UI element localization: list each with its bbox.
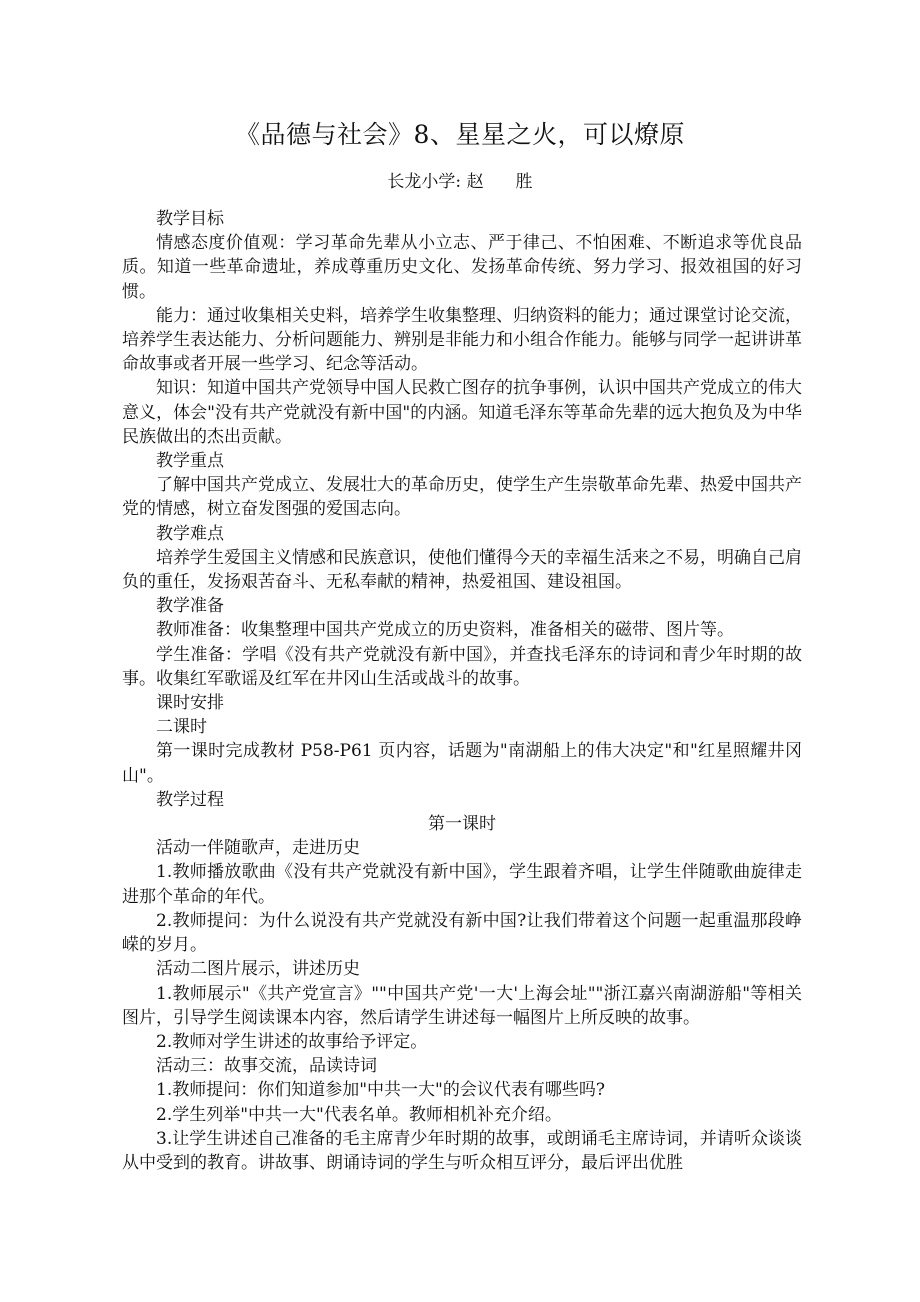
activity-one-step-1: 1.教师播放歌曲《没有共产党就没有新中国》，学生跟着齐唱，让学生伴随歌曲旋律走进那个革命的年代。: [122, 862, 802, 907]
activity-three-step-2: 2.学生列举"中共一大"代表名单。教师相机补充介绍。: [156, 1104, 562, 1125]
activity-one-step-2: 2.教师提问：为什么说没有共产党就没有新中国?让我们带着这个问题一起重温那段峥嵘的岁月。: [122, 910, 802, 956]
heading-first-lesson: 第一课时: [428, 814, 496, 835]
activity-one-title: 活动一伴随歌声，走进历史: [156, 838, 360, 859]
activity-two-title: 活动二图片展示，讲述历史: [156, 959, 360, 980]
heading-difficulties: 教学难点: [156, 523, 224, 544]
activity-three-step-1: 1.教师提问：你们知道参加"中共一大"的会议代表有哪些吗?: [156, 1080, 605, 1101]
heading-key-points: 教学重点: [156, 451, 224, 472]
paragraph-difficulties: 培养学生爱国主义情感和民族意识，使他们懂得今天的幸福生活来之不易，明确自己肩负的重任，发扬艰苦奋斗、无私奉献的精神，热爱祖国、建设祖国。: [122, 547, 802, 593]
activity-three-step-3: 3.让学生讲述自己准备的毛主席青少年时期的故事，或朗诵毛主席诗词，并请听众谈谈从中受到的教育。讲故事、朗诵诗词的学生与听众相互评分，最后评出优胜: [122, 1128, 802, 1173]
paragraph-knowledge: 知识：知道中国共产党领导中国人民救亡图存的抗争事例，认识中国共产党成立的伟大意义，体会"没有共产党就没有新中国"的内涵。知道毛泽东等革命先辈的远大抱负及为中华民族做出的杰出贡献。: [122, 378, 802, 447]
author-school: 长龙小学:: [387, 172, 462, 192]
paragraph-student-prep: 学生准备：学唱《没有共产党就没有新中国》，并查找毛泽东的诗词和青少年时期的故事。收集红军歌谣及红军在井冈山生活或战斗的故事。: [122, 644, 802, 689]
author-name: 赵 胜: [466, 172, 533, 192]
paragraph-first-lesson-content: 第一课时完成教材 P58-P61 页内容，话题为"南湖船上的伟大决定"和"红星照耀井冈山"。: [122, 741, 802, 786]
activity-two-step-2: 2.教师对学生讲述的故事给予评定。: [156, 1031, 428, 1052]
activity-three-title: 活动三：故事交流，品读诗词: [156, 1056, 377, 1077]
heading-schedule: 课时安排: [156, 693, 224, 714]
activity-two-step-1: 1.教师展示"《共产党宣言》""中国共产党'一大'上海会址""浙江嘉兴南湖游船"等相关图片，引导学生阅读课本内容，然后请学生讲述每一幅图片上所反映的故事。: [122, 983, 802, 1028]
heading-process: 教学过程: [156, 789, 224, 810]
paragraph-ability: 能力：通过收集相关史料，培养学生收集整理、归纳资料的能力；通过课堂讨论交流，培养学生表达能力、分析问题能力、辨别是非能力和小组合作能力。能够与同学一起讲讲革命故事或者开展一些学习、纪念等活动。: [122, 305, 802, 375]
paragraph-key-points: 了解中国共产党成立、发展壮大的革命历史，使学生产生崇敬革命先辈、热爱中国共产党的情感，树立奋发图强的爱国志向。: [122, 475, 802, 520]
heading-preparation: 教学准备: [156, 596, 224, 617]
paragraph-two-lessons: 二课时: [156, 717, 207, 738]
document-title: 《品德与社会》8、星星之火，可以燎原: [235, 120, 685, 149]
author-line: [0, 169, 920, 195]
paragraph-values: 情感态度价值观：学习革命先辈从小立志、严于律己、不怕困难、不断追求等优良品质。知道一些革命遗址，养成尊重历史文化、发扬革命传统、努力学习、报效祖国的好习惯。: [122, 233, 802, 302]
document-body: [122, 207, 802, 1175]
paragraph-teacher-prep: 教师准备：收集整理中国共产党成立的历史资料，准备相关的磁带、图片等。: [156, 620, 734, 641]
heading-objectives: 教学目标: [156, 209, 224, 229]
